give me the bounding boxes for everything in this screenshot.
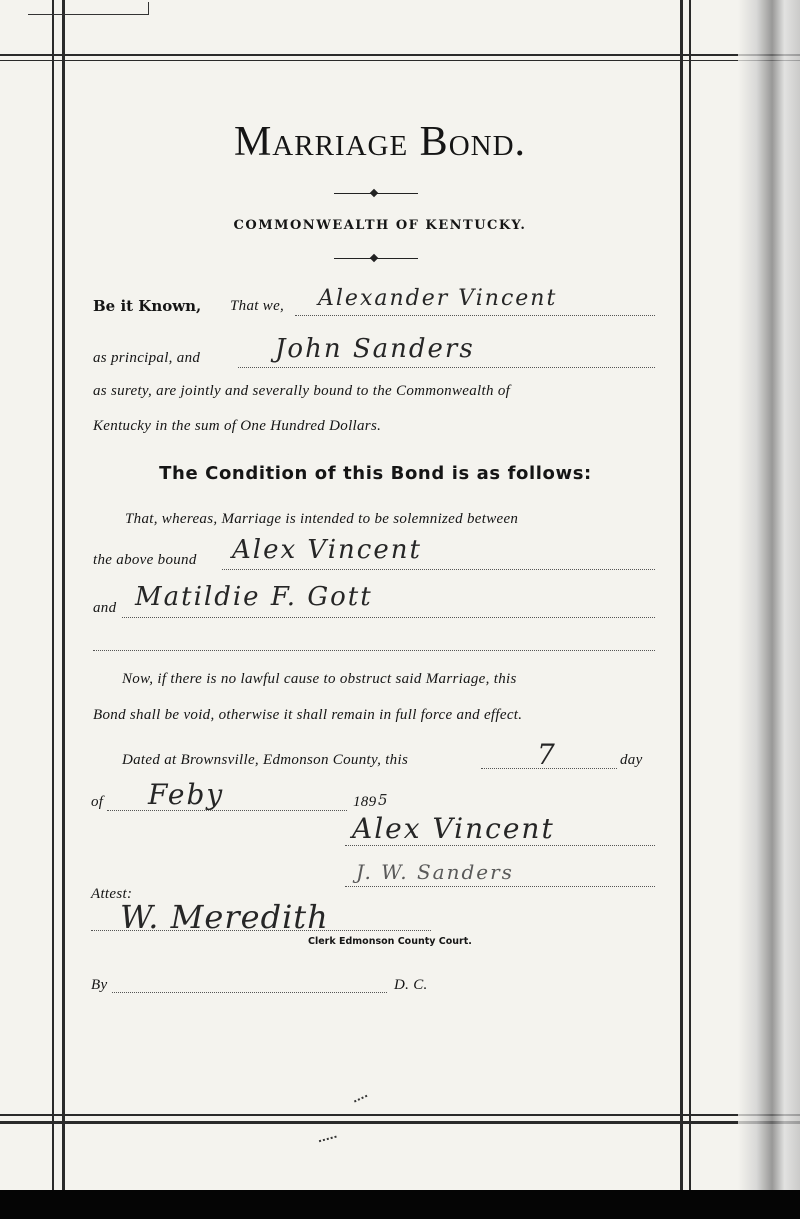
left-rule-inner — [62, 0, 65, 1190]
ink-mark — [317, 1130, 336, 1142]
by-label: By — [91, 977, 108, 993]
bride-name-line — [122, 617, 655, 618]
day-label: day — [620, 752, 643, 768]
ink-mark — [351, 1088, 368, 1103]
dc-label: D. C. — [394, 977, 428, 993]
clerk-label: Clerk Edmonson County Court. — [308, 936, 472, 947]
handwritten-year-digit: 5 — [378, 791, 388, 809]
intro-gothic: Be it Known, — [93, 297, 202, 315]
document-title: Marriage Bond. — [233, 119, 527, 165]
intro-text: That we, — [230, 298, 285, 314]
ornament-diamond — [370, 254, 378, 262]
extra-blank-line — [93, 650, 655, 651]
handwritten-surety-name: John Sanders — [275, 334, 475, 364]
ornament-diamond — [370, 189, 378, 197]
lawful-text-line-2: Bond shall be void, otherwise it shall remain in full force and effect. — [93, 707, 523, 723]
deputy-clerk-line — [112, 992, 387, 993]
scan-edge — [738, 0, 800, 1219]
lawful-text-line-1: Now, if there is no lawful cause to obstruct said Marriage, this — [122, 671, 517, 687]
left-rule — [52, 0, 54, 1190]
handwritten-bride-name: Matildie F. Gott — [135, 582, 373, 612]
condition-heading: The Condition of this Bond is as follows: — [159, 463, 592, 484]
right-rule — [680, 0, 683, 1190]
right-rule-inner — [689, 0, 691, 1190]
principal-name-line — [295, 315, 655, 316]
groom-name-line — [222, 569, 655, 570]
handwritten-principal-name: Alexander Vincent — [318, 286, 558, 311]
whereas-text: That, whereas, Marriage is intended to be solemnized between — [125, 511, 519, 527]
handwritten-signature-principal: Alex Vincent — [352, 812, 555, 845]
signature-line-surety — [345, 886, 655, 887]
principal-label: as principal, and — [93, 350, 201, 366]
and-label: and — [93, 600, 117, 616]
handwritten-signature-clerk: W. Meredith — [120, 898, 329, 936]
dated-text: Dated at Brownsville, Edmonson County, this — [122, 752, 409, 768]
surety-text-line-1: as surety, are jointly and severally bound to the Commonwealth of — [93, 383, 511, 399]
corner-mark — [28, 2, 149, 15]
attest-label: Attest: — [91, 886, 133, 902]
above-bound-label: the above bound — [93, 552, 197, 568]
jurisdiction-heading: COMMONWEALTH OF KENTUCKY. — [233, 218, 527, 233]
signature-line-principal — [345, 845, 655, 846]
handwritten-signature-surety: J. W. Sanders — [356, 860, 514, 884]
handwritten-month: Feby — [148, 778, 225, 811]
handwritten-groom-name: Alex Vincent — [232, 535, 422, 565]
scan-bottom-band — [0, 1190, 800, 1219]
month-line — [107, 810, 347, 811]
handwritten-day: 7 — [537, 738, 557, 771]
of-label: of — [91, 794, 104, 810]
surety-name-line — [238, 367, 655, 368]
surety-text-line-2: Kentucky in the sum of One Hundred Dollars. — [93, 418, 382, 434]
year-prefix: 189 — [353, 794, 377, 810]
